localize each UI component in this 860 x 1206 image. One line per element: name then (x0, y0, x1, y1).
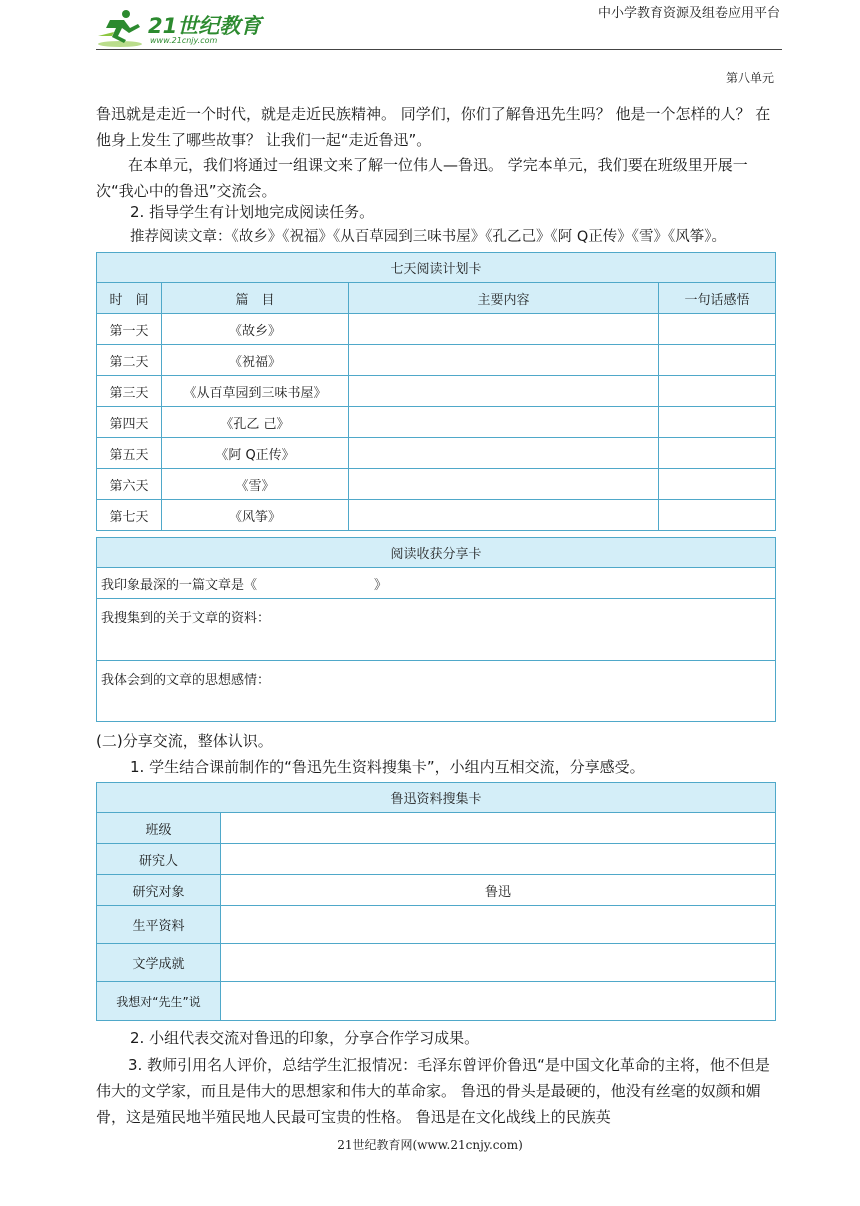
article-cell: 《故乡》 (162, 314, 349, 345)
table-row (97, 875, 776, 906)
content-cell[interactable] (349, 376, 659, 407)
article-cell: 《风筝》 (162, 500, 349, 531)
share-card-title: 阅读收获分享卡 (97, 538, 776, 568)
info-label: 研究人 (97, 844, 221, 875)
table-row (97, 438, 776, 469)
content-cell[interactable] (349, 500, 659, 531)
content-cell[interactable] (349, 314, 659, 345)
reading-plan-title: 七天阅读计划卡 (97, 253, 776, 283)
favorite-article-field[interactable]: 我印象最深的一篇文章是《 》 (97, 568, 776, 599)
info-value[interactable] (221, 906, 776, 944)
table-row (97, 944, 776, 982)
info-value[interactable] (221, 844, 776, 875)
day-cell: 第七天 (97, 500, 162, 531)
content-cell[interactable] (349, 345, 659, 376)
info-label: 文学成就 (97, 944, 221, 982)
platform-title: 中小学教育资源及组卷应用平台 (597, 6, 780, 21)
table-row (97, 982, 776, 1021)
article-cell: 《阿 Q正传》 (162, 438, 349, 469)
table-row (97, 314, 776, 345)
content-cell[interactable] (349, 407, 659, 438)
collected-info-field[interactable]: 我搜集到的关于文章的资料： (97, 599, 776, 661)
page-footer: 21世纪教育网(www.21cnjy.com) (337, 1138, 523, 1152)
info-label: 生平资料 (97, 906, 221, 944)
info-card-title: 鲁迅资料搜集卡 (97, 783, 776, 813)
feeling-cell[interactable] (659, 345, 776, 376)
day-cell: 第二天 (97, 345, 162, 376)
table-row (97, 906, 776, 944)
info-label: 班级 (97, 813, 221, 844)
task-item-2: 2. 指导学生有计划地完成阅读任务。 (130, 203, 375, 221)
info-value[interactable] (221, 813, 776, 844)
col-header-title: 篇 目 (162, 283, 349, 314)
info-value[interactable] (221, 944, 776, 982)
table-row (97, 500, 776, 531)
header-divider (96, 49, 782, 50)
logo-url: www.21cnjy.com (150, 36, 218, 45)
info-card-table (96, 782, 776, 1021)
section-2-item-1: 1. 学生结合课前制作的“鲁迅先生资料搜集卡”，小组内互相交流，分享感受。 (130, 758, 645, 776)
article-cell: 《从百草园到三味书屋》 (162, 376, 349, 407)
table-row (97, 469, 776, 500)
article-cell: 《孔乙 己》 (162, 407, 349, 438)
content-cell[interactable] (349, 438, 659, 469)
logo-text: 21世纪教育 (148, 14, 262, 38)
article-cell: 《雪》 (162, 469, 349, 500)
closing-item-2: 2. 小组代表交流对鲁迅的印象，分享合作学习成果。 (130, 1029, 480, 1047)
info-label: 我想对“先生”说 (97, 982, 221, 1021)
article-cell: 《祝福》 (162, 345, 349, 376)
section-2-heading: (二)分享交流，整体认识。 (96, 732, 273, 750)
col-header-time: 时 间 (97, 283, 162, 314)
table-row (97, 813, 776, 844)
day-cell: 第一天 (97, 314, 162, 345)
feeling-cell[interactable] (659, 469, 776, 500)
day-cell: 第六天 (97, 469, 162, 500)
closing-item-3: 3. 教师引用名人评价，总结学生汇报情况：毛泽东曾评价鲁迅“是中国文化革命的主将，他不但是伟大的文学家，而且是伟大的思想家和伟大的革命家。 鲁迅的骨头是最硬的，他没有丝毫的奴颜和媚骨，这是殖民地半殖民地人民最可宝贵的性格。 鲁迅是在文化战线上的民族英 (96, 1056, 770, 1126)
info-value[interactable] (221, 982, 776, 1021)
feeling-cell[interactable] (659, 500, 776, 531)
recommended-reading: 推荐阅读文章：《故乡》《祝福》《从百草园到三味书屋》《孔乙己》《阿 Q正传》《雪》《风筝》。 (130, 229, 727, 245)
table-row (97, 345, 776, 376)
thoughts-feelings-field[interactable]: 我体会到的文章的思想感情： (97, 661, 776, 722)
table-row (97, 844, 776, 875)
share-card-table (96, 537, 776, 722)
day-cell: 第五天 (97, 438, 162, 469)
logo-runner-icon (96, 6, 146, 48)
info-label: 研究对象 (97, 875, 221, 906)
intro-paragraph-2: 在本单元，我们将通过一组课文来了解一位伟人—鲁迅。 学完本单元，我们要在班级里开展一次“我心中的鲁迅”交流会。 (96, 156, 748, 200)
reading-plan-table (96, 252, 776, 531)
feeling-cell[interactable] (659, 314, 776, 345)
day-cell: 第四天 (97, 407, 162, 438)
feeling-cell[interactable] (659, 376, 776, 407)
intro-paragraph-1: 鲁迅就是走近一个时代，就是走近民族精神。 同学们，你们了解鲁迅先生吗？ 他是一个怎样的人？ 在他身上发生了哪些故事？ 让我们一起“走近鲁迅”。 (96, 105, 771, 149)
feeling-cell[interactable] (659, 407, 776, 438)
table-row (97, 407, 776, 438)
feeling-cell[interactable] (659, 438, 776, 469)
unit-label: 第八单元 (725, 71, 774, 85)
day-cell: 第三天 (97, 376, 162, 407)
content-cell[interactable] (349, 469, 659, 500)
col-header-content: 主要内容 (349, 283, 659, 314)
table-row (97, 376, 776, 407)
info-value[interactable]: 鲁迅 (221, 875, 776, 906)
col-header-feeling: 一句话感悟 (659, 283, 776, 314)
